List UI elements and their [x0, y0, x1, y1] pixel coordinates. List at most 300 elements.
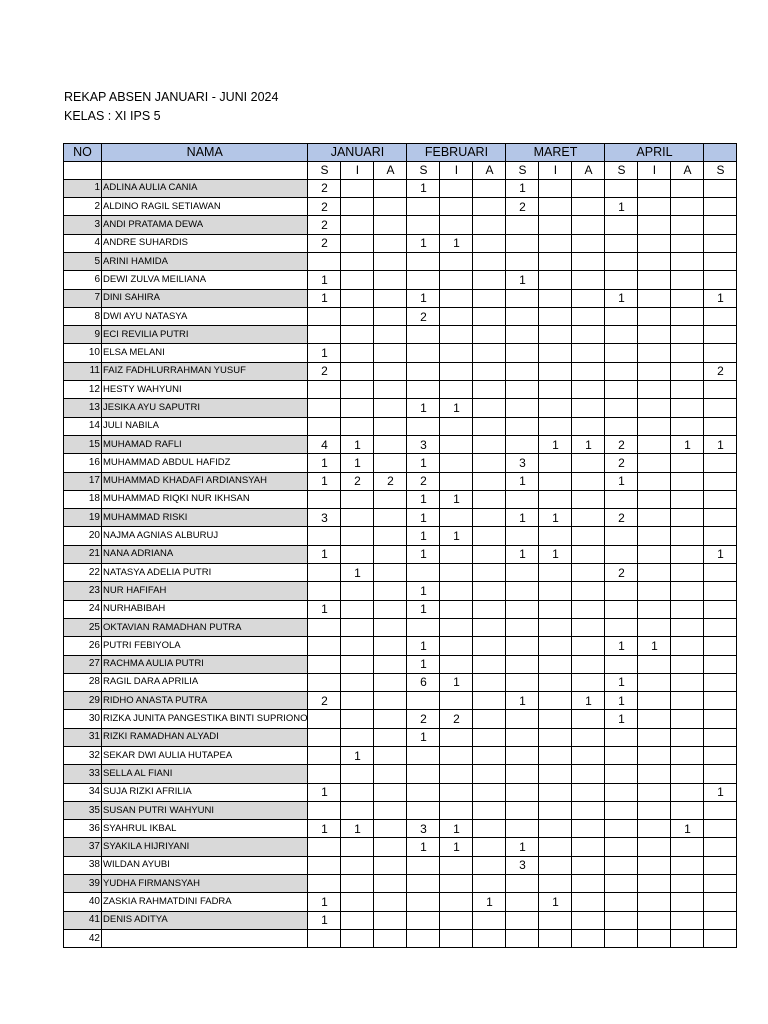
attendance-cell: [341, 692, 374, 710]
attendance-cell: 1: [506, 838, 539, 856]
row-number: 38: [64, 856, 102, 874]
attendance-cell: [572, 326, 605, 344]
attendance-cell: [605, 216, 638, 234]
attendance-cell: 1: [308, 893, 341, 911]
student-name: SUJA RIZKI AFRILIA: [102, 783, 308, 801]
attendance-cell: [473, 435, 506, 453]
attendance-cell: [671, 856, 704, 874]
attendance-cell: [704, 381, 737, 399]
attendance-cell: [341, 929, 374, 947]
attendance-cell: [374, 911, 407, 929]
attendance-cell: [506, 216, 539, 234]
attendance-cell: 1: [407, 454, 440, 472]
attendance-cell: [704, 929, 737, 947]
table-row: [64, 344, 737, 362]
attendance-cell: [539, 655, 572, 673]
attendance-cell: [638, 692, 671, 710]
attendance-cell: [539, 600, 572, 618]
attendance-cell: 2: [407, 307, 440, 325]
attendance-cell: [671, 179, 704, 197]
attendance-cell: [440, 929, 473, 947]
table-row: [64, 417, 737, 435]
attendance-cell: 1: [407, 728, 440, 746]
attendance-cell: [704, 490, 737, 508]
attendance-cell: [374, 234, 407, 252]
attendance-cell: [539, 399, 572, 417]
attendance-cell: [440, 216, 473, 234]
row-number: 17: [64, 472, 102, 490]
student-name: RIZKI RAMADHAN ALYADI: [102, 728, 308, 746]
attendance-cell: [671, 326, 704, 344]
attendance-cell: 1: [440, 527, 473, 545]
attendance-cell: 1: [440, 399, 473, 417]
attendance-cell: [539, 454, 572, 472]
attendance-cell: [407, 893, 440, 911]
student-rows: [64, 179, 737, 947]
attendance-cell: [638, 893, 671, 911]
attendance-cell: [473, 381, 506, 399]
attendance-cell: 1: [407, 637, 440, 655]
attendance-cell: [539, 637, 572, 655]
attendance-cell: [704, 472, 737, 490]
table-row: [64, 673, 737, 691]
attendance-cell: [638, 399, 671, 417]
attendance-cell: [605, 747, 638, 765]
attendance-cell: [506, 252, 539, 270]
row-number: 16: [64, 454, 102, 472]
attendance-cell: [308, 564, 341, 582]
row-number: 18: [64, 490, 102, 508]
attendance-cell: [671, 747, 704, 765]
attendance-cell: [671, 838, 704, 856]
attendance-cell: [704, 326, 737, 344]
attendance-cell: 1: [308, 545, 341, 563]
attendance-cell: [605, 893, 638, 911]
attendance-cell: [506, 655, 539, 673]
attendance-cell: 3: [308, 509, 341, 527]
attendance-cell: [539, 820, 572, 838]
attendance-cell: [374, 417, 407, 435]
attendance-cell: [506, 399, 539, 417]
attendance-cell: [374, 655, 407, 673]
attendance-cell: [638, 747, 671, 765]
attendance-cell: [704, 527, 737, 545]
row-number: 23: [64, 582, 102, 600]
attendance-cell: [440, 765, 473, 783]
attendance-cell: [572, 362, 605, 380]
attendance-cell: [308, 399, 341, 417]
attendance-cell: [440, 289, 473, 307]
attendance-cell: [539, 929, 572, 947]
attendance-cell: [572, 564, 605, 582]
attendance-cell: [506, 362, 539, 380]
attendance-cell: [638, 344, 671, 362]
attendance-cell: [473, 234, 506, 252]
attendance-cell: 1: [341, 564, 374, 582]
attendance-cell: [374, 673, 407, 691]
attendance-cell: [341, 637, 374, 655]
table-row: [64, 728, 737, 746]
attendance-cell: [539, 179, 572, 197]
student-name: NATASYA ADELIA PUTRI: [102, 564, 308, 582]
attendance-cell: [473, 673, 506, 691]
code-feb-a: A: [473, 161, 506, 179]
attendance-cell: [407, 326, 440, 344]
attendance-cell: [473, 472, 506, 490]
row-number: 6: [64, 271, 102, 289]
attendance-cell: [572, 582, 605, 600]
attendance-cell: [671, 527, 704, 545]
attendance-cell: [506, 820, 539, 838]
attendance-cell: [638, 710, 671, 728]
attendance-cell: [539, 692, 572, 710]
attendance-cell: 1: [407, 234, 440, 252]
attendance-cell: [440, 618, 473, 636]
attendance-cell: [704, 307, 737, 325]
attendance-cell: 1: [308, 820, 341, 838]
student-name: SYAKILA HIJRIYANI: [102, 838, 308, 856]
attendance-cell: [605, 344, 638, 362]
attendance-cell: [506, 490, 539, 508]
attendance-cell: [605, 362, 638, 380]
attendance-cell: [572, 911, 605, 929]
attendance-cell: [572, 801, 605, 819]
attendance-cell: 1: [572, 692, 605, 710]
attendance-cell: 1: [539, 435, 572, 453]
attendance-cell: [539, 838, 572, 856]
attendance-cell: [671, 362, 704, 380]
attendance-cell: [704, 893, 737, 911]
attendance-cell: 2: [308, 234, 341, 252]
attendance-cell: [308, 747, 341, 765]
attendance-cell: [638, 765, 671, 783]
table-row: [64, 618, 737, 636]
attendance-cell: [704, 582, 737, 600]
attendance-cell: [473, 820, 506, 838]
attendance-cell: [638, 801, 671, 819]
attendance-cell: [506, 344, 539, 362]
attendance-cell: [506, 929, 539, 947]
attendance-cell: [341, 271, 374, 289]
attendance-cell: [605, 618, 638, 636]
attendance-cell: 1: [473, 893, 506, 911]
table-row: [64, 564, 737, 582]
attendance-cell: [572, 673, 605, 691]
row-number: 20: [64, 527, 102, 545]
student-name: ECI REVILIA PUTRI: [102, 326, 308, 344]
table-row: [64, 326, 737, 344]
attendance-cell: [341, 582, 374, 600]
attendance-cell: [374, 856, 407, 874]
attendance-cell: [638, 545, 671, 563]
attendance-cell: [440, 582, 473, 600]
attendance-cell: [374, 435, 407, 453]
attendance-cell: [704, 838, 737, 856]
attendance-cell: [605, 381, 638, 399]
code-jan-s: S: [308, 161, 341, 179]
header-nama: NAMA: [102, 144, 308, 162]
attendance-cell: [605, 783, 638, 801]
attendance-cell: [407, 216, 440, 234]
attendance-cell: [308, 856, 341, 874]
attendance-cell: [374, 326, 407, 344]
attendance-cell: [341, 893, 374, 911]
attendance-cell: [341, 399, 374, 417]
attendance-cell: [473, 765, 506, 783]
attendance-cell: [407, 344, 440, 362]
attendance-cell: [473, 326, 506, 344]
attendance-cell: 3: [407, 820, 440, 838]
attendance-cell: [473, 600, 506, 618]
table-row: [64, 527, 737, 545]
attendance-cell: [638, 783, 671, 801]
attendance-cell: [308, 490, 341, 508]
row-number: 30: [64, 710, 102, 728]
attendance-cell: [572, 252, 605, 270]
attendance-cell: [308, 381, 341, 399]
attendance-cell: [539, 252, 572, 270]
attendance-cell: [704, 692, 737, 710]
attendance-cell: 1: [539, 509, 572, 527]
student-name: JESIKA AYU SAPUTRI: [102, 399, 308, 417]
attendance-table: [63, 143, 737, 948]
attendance-cell: [341, 765, 374, 783]
attendance-cell: [671, 564, 704, 582]
student-name: RIZKA JUNITA PANGESTIKA BINTI SUPRIONO: [102, 710, 308, 728]
student-name: OKTAVIAN RAMADHAN PUTRA: [102, 618, 308, 636]
attendance-cell: [704, 600, 737, 618]
attendance-cell: [572, 289, 605, 307]
attendance-cell: [539, 564, 572, 582]
code-feb-i: I: [440, 161, 473, 179]
attendance-cell: [440, 454, 473, 472]
attendance-cell: [572, 600, 605, 618]
attendance-cell: [506, 783, 539, 801]
attendance-cell: [638, 417, 671, 435]
class-label: KELAS : XI IPS 5: [64, 109, 161, 123]
attendance-cell: [671, 893, 704, 911]
attendance-cell: 2: [308, 692, 341, 710]
row-number: 22: [64, 564, 102, 582]
attendance-cell: 1: [407, 545, 440, 563]
attendance-cell: [704, 454, 737, 472]
attendance-cell: [671, 728, 704, 746]
attendance-cell: 3: [407, 435, 440, 453]
attendance-cell: [671, 399, 704, 417]
attendance-cell: [473, 362, 506, 380]
attendance-cell: [473, 509, 506, 527]
attendance-cell: 2: [605, 454, 638, 472]
student-name: ELSA MELANI: [102, 344, 308, 362]
attendance-cell: 1: [308, 289, 341, 307]
attendance-cell: [473, 417, 506, 435]
attendance-cell: [539, 911, 572, 929]
student-name: [102, 929, 308, 947]
attendance-cell: [605, 875, 638, 893]
attendance-cell: [605, 820, 638, 838]
student-name: ALDINO RAGIL SETIAWAN: [102, 198, 308, 216]
attendance-cell: [374, 198, 407, 216]
row-number: 26: [64, 637, 102, 655]
attendance-cell: [605, 801, 638, 819]
attendance-cell: [341, 600, 374, 618]
attendance-cell: 1: [704, 289, 737, 307]
attendance-cell: 1: [407, 838, 440, 856]
attendance-cell: [671, 637, 704, 655]
attendance-cell: [704, 655, 737, 673]
header-no-blank: [64, 161, 102, 179]
attendance-cell: 2: [341, 472, 374, 490]
attendance-cell: [506, 381, 539, 399]
attendance-cell: [440, 472, 473, 490]
attendance-cell: [572, 783, 605, 801]
attendance-cell: [671, 600, 704, 618]
attendance-cell: [440, 783, 473, 801]
attendance-cell: 1: [506, 509, 539, 527]
attendance-cell: [473, 783, 506, 801]
student-name: YUDHA FIRMANSYAH: [102, 875, 308, 893]
attendance-cell: [440, 564, 473, 582]
row-number: 11: [64, 362, 102, 380]
table-row: [64, 509, 737, 527]
row-number: 12: [64, 381, 102, 399]
attendance-cell: [572, 747, 605, 765]
attendance-cell: 1: [407, 582, 440, 600]
attendance-cell: [308, 929, 341, 947]
attendance-cell: 2: [407, 472, 440, 490]
attendance-cell: [341, 344, 374, 362]
attendance-cell: [308, 527, 341, 545]
attendance-cell: [440, 435, 473, 453]
attendance-cell: [473, 710, 506, 728]
header-month-next: [704, 144, 737, 162]
table-row: [64, 271, 737, 289]
row-number: 35: [64, 801, 102, 819]
attendance-cell: [671, 801, 704, 819]
attendance-cell: [341, 490, 374, 508]
attendance-cell: [407, 417, 440, 435]
attendance-cell: [473, 875, 506, 893]
attendance-cell: [473, 637, 506, 655]
row-number: 31: [64, 728, 102, 746]
attendance-cell: 1: [407, 600, 440, 618]
attendance-cell: [374, 252, 407, 270]
attendance-cell: [572, 527, 605, 545]
attendance-cell: [407, 564, 440, 582]
attendance-cell: [407, 747, 440, 765]
attendance-cell: [638, 875, 671, 893]
attendance-cell: [704, 564, 737, 582]
attendance-cell: [473, 344, 506, 362]
attendance-cell: [341, 198, 374, 216]
attendance-cell: [473, 929, 506, 947]
attendance-cell: [572, 820, 605, 838]
attendance-cell: [539, 527, 572, 545]
attendance-cell: [440, 801, 473, 819]
attendance-cell: [440, 252, 473, 270]
attendance-cell: [572, 234, 605, 252]
code-apr-a: A: [671, 161, 704, 179]
attendance-cell: [341, 856, 374, 874]
attendance-cell: [407, 783, 440, 801]
table-row: [64, 362, 737, 380]
code-feb-s: S: [407, 161, 440, 179]
attendance-cell: [638, 271, 671, 289]
attendance-cell: 1: [308, 472, 341, 490]
attendance-cell: [341, 509, 374, 527]
attendance-cell: [308, 655, 341, 673]
attendance-cell: [374, 838, 407, 856]
attendance-cell: [407, 362, 440, 380]
row-number: 21: [64, 545, 102, 563]
attendance-cell: [407, 692, 440, 710]
attendance-cell: [440, 179, 473, 197]
attendance-cell: [506, 728, 539, 746]
attendance-cell: [704, 234, 737, 252]
attendance-cell: [440, 692, 473, 710]
attendance-cell: [407, 801, 440, 819]
attendance-cell: 6: [407, 673, 440, 691]
attendance-cell: [671, 381, 704, 399]
attendance-cell: [473, 801, 506, 819]
attendance-cell: [638, 820, 671, 838]
table-row: [64, 582, 737, 600]
table-row: [64, 655, 737, 673]
row-number: 29: [64, 692, 102, 710]
attendance-cell: [506, 747, 539, 765]
row-number: 41: [64, 911, 102, 929]
attendance-cell: [638, 307, 671, 325]
row-number: 32: [64, 747, 102, 765]
attendance-cell: [473, 747, 506, 765]
attendance-cell: [638, 381, 671, 399]
table-row: [64, 875, 737, 893]
student-name: MUHAMMAD KHADAFI ARDIANSYAH: [102, 472, 308, 490]
attendance-cell: [539, 618, 572, 636]
attendance-cell: 2: [308, 179, 341, 197]
attendance-cell: [341, 618, 374, 636]
attendance-cell: 1: [704, 435, 737, 453]
attendance-cell: 1: [605, 637, 638, 655]
attendance-cell: [539, 783, 572, 801]
attendance-cell: [506, 875, 539, 893]
header-month-maret: MARET: [506, 144, 605, 162]
attendance-cell: [638, 618, 671, 636]
attendance-cell: [572, 509, 605, 527]
attendance-cell: [572, 856, 605, 874]
attendance-cell: [440, 728, 473, 746]
attendance-cell: [572, 216, 605, 234]
attendance-cell: 2: [374, 472, 407, 490]
attendance-cell: [572, 875, 605, 893]
table-row: [64, 289, 737, 307]
attendance-cell: [638, 216, 671, 234]
attendance-cell: [374, 509, 407, 527]
attendance-cell: [539, 307, 572, 325]
attendance-cell: [638, 929, 671, 947]
attendance-cell: 1: [605, 673, 638, 691]
attendance-cell: [704, 637, 737, 655]
attendance-cell: 1: [440, 673, 473, 691]
attendance-cell: [473, 289, 506, 307]
attendance-cell: [440, 326, 473, 344]
attendance-cell: [440, 381, 473, 399]
attendance-cell: [308, 710, 341, 728]
row-number: 3: [64, 216, 102, 234]
attendance-cell: [308, 326, 341, 344]
attendance-cell: [440, 509, 473, 527]
header-month-februari: FEBRUARI: [407, 144, 506, 162]
